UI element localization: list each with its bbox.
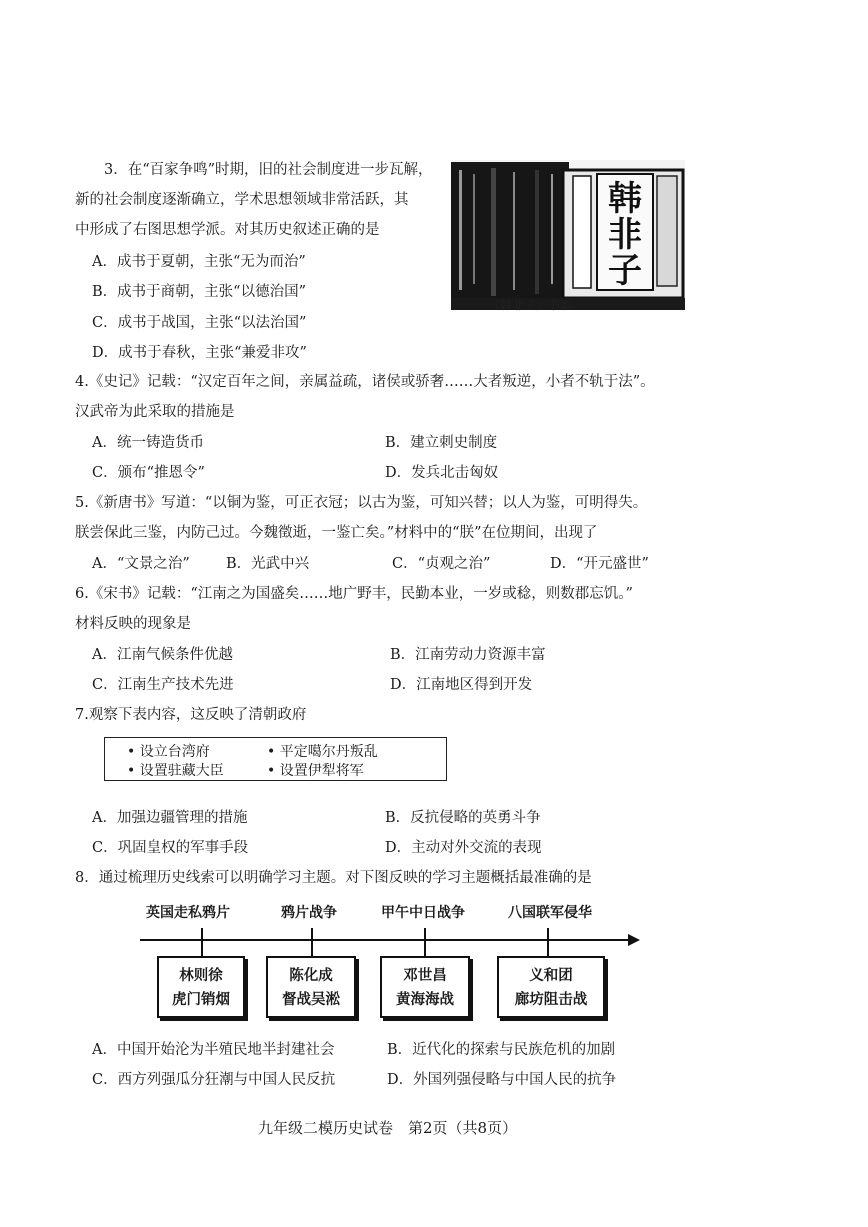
q6-line-2: 材料反映的现象是 <box>75 616 191 632</box>
timeline-event-2: 鸦片战争 <box>281 905 337 921</box>
q8-option-c: C．西方列强瓜分狂潮与中国人民反抗 <box>92 1072 336 1088</box>
timeline-box-2 <box>266 956 356 1018</box>
q5-line-2: 朕尝保此三鉴，内防己过。今魏徵逝，一鉴亡矣。”材料中的“朕”在位期间，出现了 <box>75 525 598 541</box>
q5-option-c: C．“贞观之治” <box>392 556 491 572</box>
q4-option-d: D．发兵北击匈奴 <box>385 465 499 481</box>
timeline-box-3-line-1: 邓世昌 <box>403 967 447 984</box>
hanfeizi-book-photo <box>451 160 685 310</box>
page-footer: 九年级二模历史试卷 第2页（共8页） <box>258 1119 518 1137</box>
q5-option-b: B．光武中兴 <box>226 556 310 572</box>
timeline-event-1: 英国走私鸦片 <box>146 905 230 921</box>
cover-char-2: 非 <box>608 215 642 255</box>
cover-char-3: 子 <box>608 251 642 291</box>
timeline-tick-4 <box>547 928 549 956</box>
q7-option-d: D．主动对外交流的表现 <box>385 840 542 856</box>
timeline-box-1-line-1: 林则徐 <box>179 967 223 984</box>
q8-option-b: B．近代化的探索与民族危机的加剧 <box>387 1042 616 1058</box>
timeline-box-4 <box>497 956 605 1018</box>
q7-option-c: C．巩固皇权的军事手段 <box>92 840 249 856</box>
q5-option-a: A．“文景之治” <box>92 556 190 572</box>
q5-option-d: D．“开元盛世” <box>550 556 649 572</box>
timeline-box-4-line-2: 廊坊阻击战 <box>514 991 588 1008</box>
timeline-tick-1 <box>201 928 203 956</box>
q7-table-item-3: • 设置驻藏大臣 <box>127 763 224 779</box>
timeline-axis <box>140 939 630 941</box>
timeline-box-3 <box>380 956 470 1018</box>
q3-option-b: B．成书于商朝，主张“以德治国” <box>92 284 306 300</box>
q7-table-item-1: • 设立台湾府 <box>127 744 210 760</box>
timeline-box-2-line-1: 陈化成 <box>289 967 333 984</box>
q6-line-1: 6.《宋书》记载：“江南之为国盛矣……地广野丰，民勤本业，一岁或稔，则数郡忘饥。” <box>75 586 633 602</box>
q7-option-a: A．加强边疆管理的措施 <box>92 810 248 826</box>
q4-option-b: B．建立刺史制度 <box>385 435 498 451</box>
timeline-box-1-line-2: 虎门销烟 <box>172 991 230 1008</box>
figure-caption: 《韩非子》书影 <box>488 298 573 312</box>
q8-stem: 8．通过梳理历史线索可以明确学习主题。对下图反映的学习主题概括最准确的是 <box>75 870 592 886</box>
q6-option-d: D．江南地区得到开发 <box>390 677 533 693</box>
q3-option-d: D．成书于春秋，主张“兼爱非攻” <box>92 345 307 361</box>
q6-option-a: A．江南气候条件优越 <box>92 647 233 663</box>
q7-table-item-4: • 设置伊犁将军 <box>267 763 364 779</box>
q8-option-d: D．外国列强侵略与中国人民的抗争 <box>387 1072 617 1088</box>
timeline-box-1 <box>157 956 245 1018</box>
q3-line-2: 新的社会制度逐渐确立，学术思想领域非常活跃，其 <box>75 192 409 208</box>
q4-line-2: 汉武帝为此采取的措施是 <box>75 404 235 420</box>
q3-option-a: A．成书于夏朝，主张“无为而治” <box>92 254 306 270</box>
timeline-arrow <box>628 934 640 946</box>
q3-line-1: 3．在“百家争鸣”时期，旧的社会制度进一步瓦解， <box>104 162 433 178</box>
q6-option-b: B．江南劳动力资源丰富 <box>390 647 546 663</box>
timeline-box-4-line-1: 义和团 <box>529 967 573 984</box>
timeline-box-3-line-2: 黄海海战 <box>396 991 454 1008</box>
q7-stem: 7.观察下表内容，这反映了清朝政府 <box>75 707 307 723</box>
timeline-event-3: 甲午中日战争 <box>381 905 465 921</box>
q7-table <box>104 737 447 781</box>
q7-table-item-2: • 平定噶尔丹叛乱 <box>267 744 378 760</box>
timeline-box-2-line-2: 督战吴淞 <box>282 991 340 1008</box>
timeline-tick-2 <box>311 928 313 956</box>
timeline-tick-3 <box>424 928 426 956</box>
q4-line-1: 4.《史记》记载：“汉定百年之间，亲属益疏，诸侯或骄奢……大者叛逆，小者不轨于法”。 <box>75 374 655 390</box>
q3-option-c: C．成书于战国，主张“以法治国” <box>92 315 307 331</box>
q7-option-b: B．反抗侵略的英勇斗争 <box>385 810 541 826</box>
cover-char-1: 韩 <box>608 179 642 219</box>
timeline-event-4: 八国联军侵华 <box>508 905 592 921</box>
q4-option-a: A．统一铸造货币 <box>92 435 204 451</box>
q6-option-c: C．江南生产技术先进 <box>92 677 234 693</box>
q5-line-1: 5.《新唐书》写道：“以铜为鉴，可正衣冠；以古为鉴，可知兴替；以人为鉴，可明得失。 <box>75 495 648 511</box>
q3-line-3: 中形成了右图思想学派。对其历史叙述正确的是 <box>75 222 380 238</box>
q8-option-a: A．中国开始沦为半殖民地半封建社会 <box>92 1042 335 1058</box>
q4-option-c: C．颁布“推恩令” <box>92 465 205 481</box>
